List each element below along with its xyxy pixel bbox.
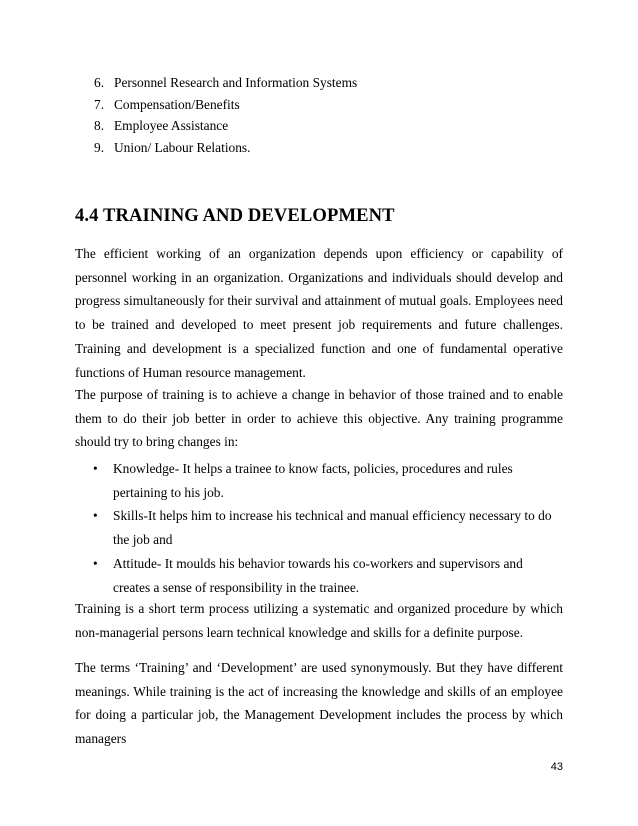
list-item — [94, 115, 357, 137]
paragraph-intro-block — [75, 242, 563, 384]
paragraph-terms-block — [75, 656, 563, 751]
list-item-text: Personnel Research and Information Systems — [114, 75, 358, 90]
paragraph-definition: Training is a short term process utilizing a systematic and organized procedure by which non-managerial persons learn technical knowledge and skills for a definite purpose. — [75, 601, 563, 640]
list-item-number: 9. — [94, 139, 105, 155]
list-item — [94, 137, 357, 159]
list-item-text: Union/ Labour Relations. — [114, 139, 251, 155]
bullet-item-attitude — [93, 552, 563, 599]
page-number: 43 — [550, 761, 563, 773]
bullet-icon: • — [93, 508, 98, 524]
paragraph-definition-block — [75, 597, 563, 644]
section-heading: 4.4 TRAINING AND DEVELOPMENT — [75, 205, 395, 226]
bullet-icon: • — [93, 555, 98, 571]
numbered-list — [94, 72, 357, 158]
paragraph-purpose: The purpose of training is to achieve a change in behavior of those trained and to enable them to do their job better in order to achieve this objective. Any training programme should try to bring changes in: — [75, 387, 563, 450]
list-item — [94, 94, 357, 116]
list-item-number: 6. — [94, 75, 105, 90]
list-item-text: Employee Assistance — [114, 118, 229, 133]
list-item-number: 7. — [94, 96, 105, 112]
paragraph-intro: The efficient working of an organization depends upon efficiency or capability of personnel working in an organization. Organizations and individuals should develop and progress simultaneously for their survival and attainment of mutual goals. Employees need to be trained and developed to meet present job requirements and future challenges. Training and development is a specialized function and one of fundamental operative functions of Human resource management. — [75, 246, 563, 380]
list-item-number: 8. — [94, 118, 105, 133]
paragraph-terms: The terms ‘Training’ and ‘Development’ are used synonymously. But they have different meanings. While training is the act of increasing the knowledge and skills of an employee for doing a particular job, the Management Development includes the process by which managers — [75, 660, 563, 747]
bullet-text: Knowledge- It helps a trainee to know facts, policies, procedures and rules pertaining to his job. — [113, 461, 513, 500]
paragraph-purpose-block — [75, 383, 563, 454]
bullet-text: Skills-It helps him to increase his technical and manual efficiency necessary to do the job and — [113, 508, 552, 548]
bullet-list — [93, 457, 563, 599]
bullet-icon: • — [93, 461, 98, 476]
bullet-item-knowledge — [93, 457, 563, 504]
bullet-item-skills — [93, 504, 563, 551]
list-item — [94, 72, 357, 94]
bullet-text: Attitude- It moulds his behavior towards his co-workers and supervisors and creates a sense of responsibility in the trainee. — [113, 555, 523, 595]
list-item-text: Compensation/Benefits — [114, 96, 240, 112]
